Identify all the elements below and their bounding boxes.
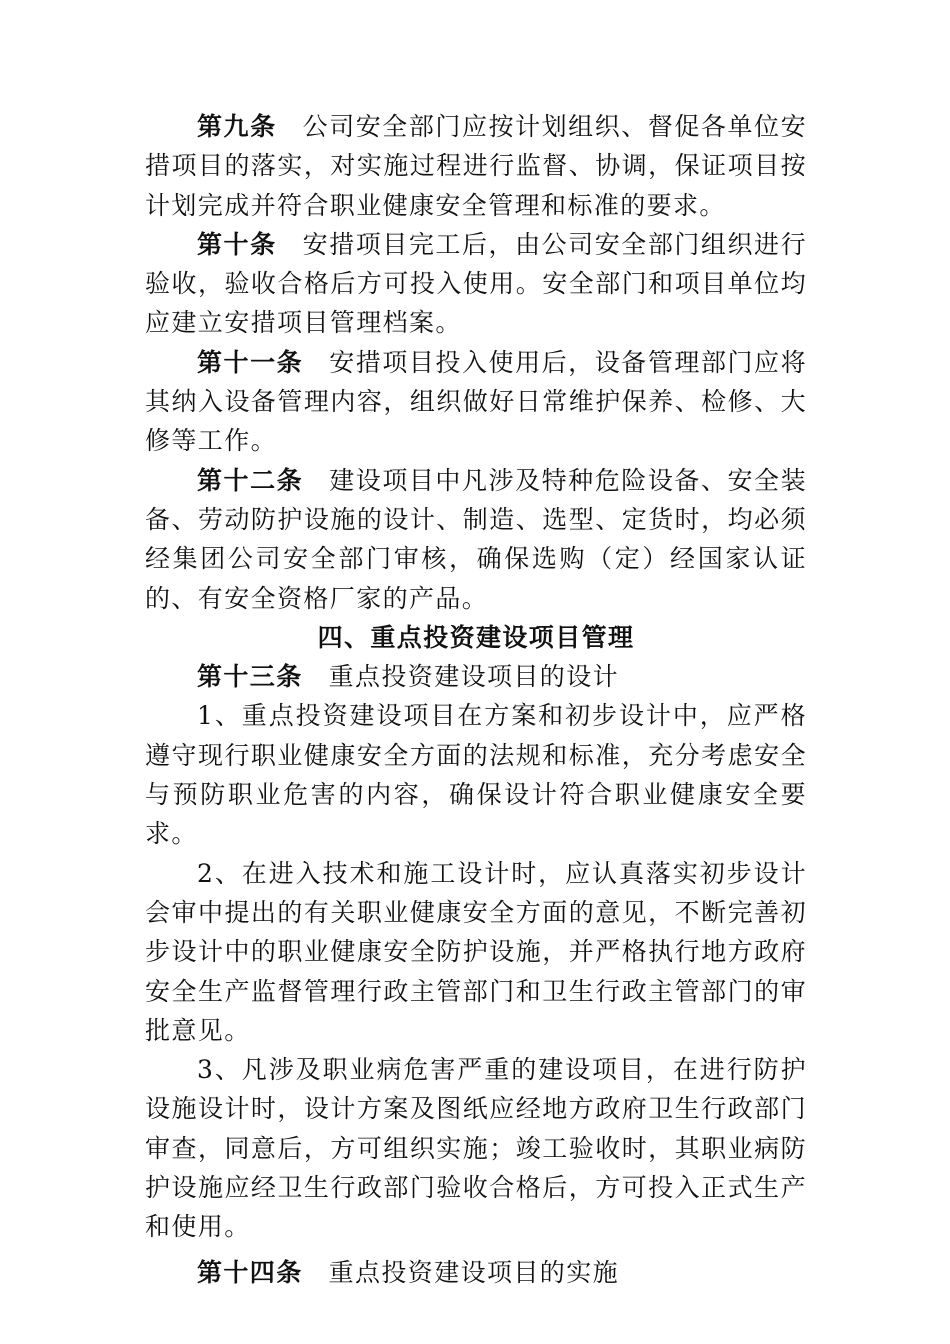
article-14-number: 第十四条	[197, 1257, 303, 1287]
article-9	[145, 107, 807, 225]
article-13-item-1: 1、重点投资建设项目在方案和初步设计中，应严格遵守现行职业健康安全方面的法规和标准，充分考虑安全与预防职业危害的内容，确保设计符合职业健康安全要求。	[145, 701, 807, 849]
article-13	[145, 657, 807, 696]
section-heading: 四、重点投资建设项目管理	[317, 622, 635, 652]
article-13-item-3: 3、凡涉及职业病危害严重的建设项目，在进行防护设施设计时，设计方案及图纸应经地方政府卫生行政部门审查，同意后，方可组织实施；竣工验收时，其职业病防护设施应经卫生行政部门验收合格后，方可投入正式生产和使用。	[145, 1055, 807, 1242]
article-12	[145, 461, 807, 618]
article-13-number: 第十三条	[197, 662, 303, 692]
article-9-number: 第九条	[197, 112, 277, 141]
article-14	[145, 1253, 807, 1292]
document-page	[145, 107, 807, 1292]
article-10-text: 安措项目完工后，由公司安全部门组织进行验收，验收合格后方可投入使用。安全部门和项目单位均应建立安措项目管理档案。	[145, 229, 807, 338]
article-14-text: 重点投资建设项目的实施	[328, 1257, 620, 1287]
article-11-text: 安措项目投入使用后，设备管理部门应将其纳入设备管理内容，组织做好日常维护保养、检修、大修等工作。	[145, 347, 808, 456]
article-12-text: 建设项目中凡涉及特种危险设备、安全装备、劳动防护设施的设计、制造、选型、定货时，均必须经集团公司安全部门审核，确保选购（定）经国家认证的、有安全资格厂家的产品。	[145, 465, 808, 613]
article-12-number: 第十二条	[197, 465, 304, 495]
article-11	[145, 343, 807, 461]
article-11-number: 第十一条	[197, 347, 304, 377]
article-9-text: 公司安全部门应按计划组织、督促各单位安措项目的落实，对实施过程进行监督、协调，保证项目按计划完成并符合职业健康安全管理和标准的要求。	[145, 112, 807, 220]
article-10	[145, 225, 807, 343]
article-13-item-2: 2、在进入技术和施工设计时，应认真落实初步设计会审中提出的有关职业健康安全方面的意见，不断完善初步设计中的职业健康安全防护设施，并严格执行地方政府安全生产监督管理行政主管部门和卫生行政主管部门的审批意见。	[145, 858, 807, 1045]
article-13-text: 重点投资建设项目的设计	[328, 662, 620, 692]
article-10-number: 第十条	[197, 229, 277, 259]
